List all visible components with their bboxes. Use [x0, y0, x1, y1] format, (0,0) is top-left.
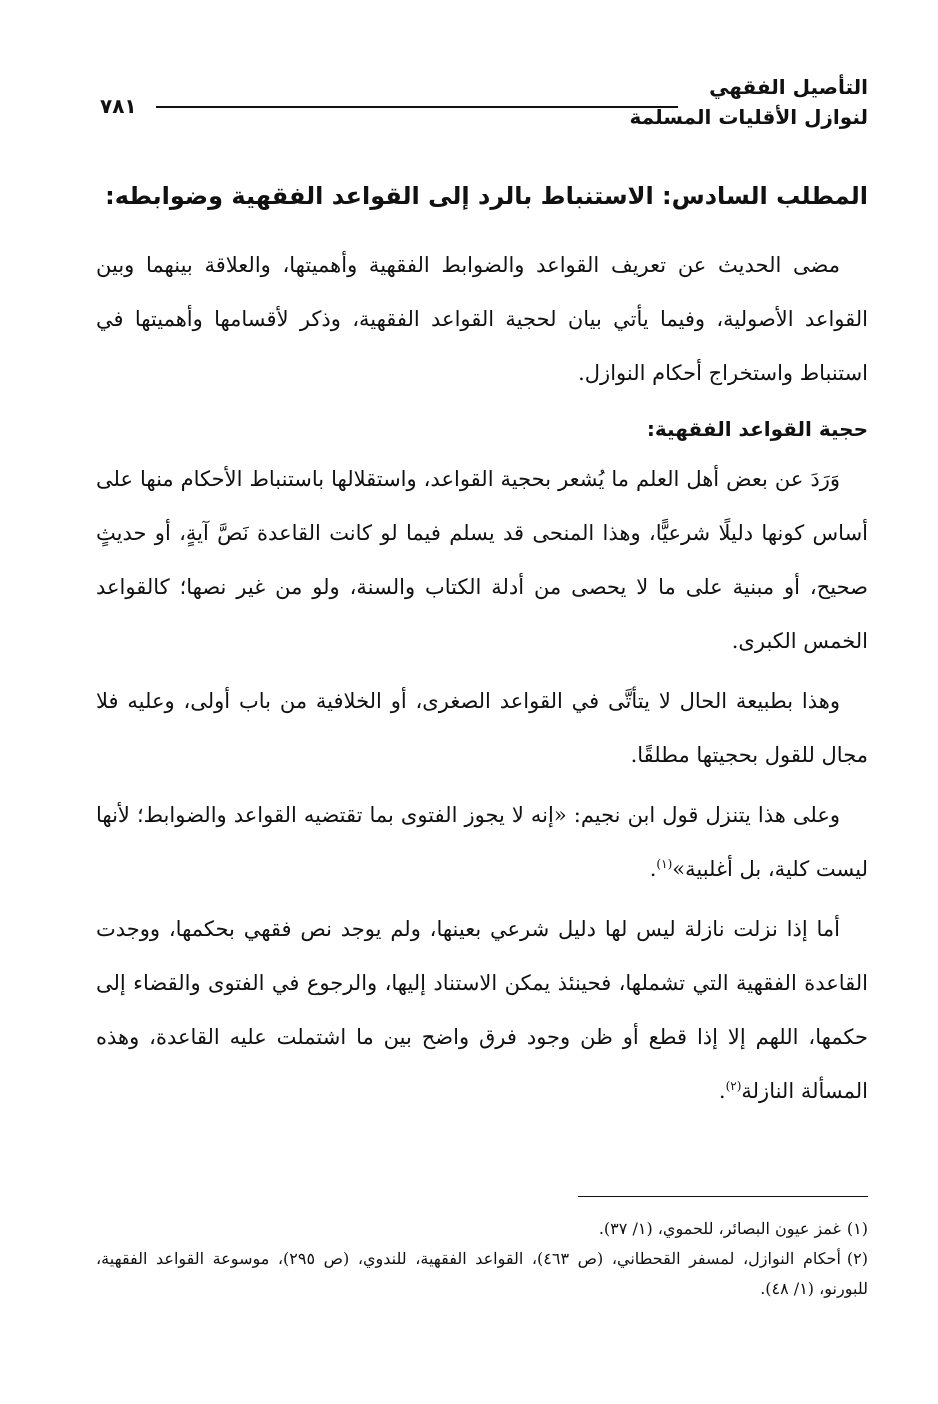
footnote-divider: [578, 1196, 868, 1197]
paragraph-3: [96, 788, 868, 896]
book-title: [630, 72, 868, 132]
footnote-text: غمز عيون البصائر، للحموي، (١/ ٣٧).: [598, 1219, 841, 1238]
footnote-ref-2[interactable]: (٢): [725, 1079, 742, 1093]
subheading: حجية القواعد الفقهية:: [646, 417, 868, 441]
book-title-line-1: التأصيل الفقهي: [709, 75, 868, 99]
footnote-1: [96, 1214, 868, 1244]
paragraph-3-text: وعلى هذا يتنزل قول ابن نجيم: «إنه لا يجوز الفتوى بما تقتضيه القواعد والضوابط؛ لأنها ليست كلية، بل أغلبية»: [96, 803, 868, 881]
paragraph-3-end: .: [649, 857, 657, 881]
paragraph-2: وهذا بطبيعة الحال لا يتأتَّى في القواعد الصغرى، أو الخلافية من باب أولى، وعليه فلا مجال للقول بحجيتها مطلقًا.: [96, 689, 868, 767]
section-heading: المطلب السادس: الاستنباط بالرد إلى القواعد الفقهية وضوابطه:: [105, 182, 868, 210]
book-title-line-2: لنوازل الأقليات المسلمة: [629, 105, 868, 129]
paragraph-4: [96, 902, 868, 1118]
paragraph-intro: مضى الحديث عن تعريف القواعد والضوابط الفقهية وأهميتها، والعلاقة بينهما وبين القواعد الأصولية، وفيما يأتي بيان لحجية القواعد الفقهية، وذكر لأقسامها وأهميتها في استنباط واستخراج أحكام النوازل.: [96, 253, 868, 385]
paragraph-4-text: أما إذا نزلت نازلة ليس لها دليل شرعي بعينها، ولم يوجد نص فقهي بحكمها، ووجدت القاعدة الفقهية التي تشملها، فحينئذ يمكن الاستناد إليها، والرجوع في الفتوى والقضاء إلى حكمها، اللهم إلا إذا قطع أو ظن وجود فرق واضح بين ما اشتملت عليه القاعدة، وهذه المسألة النازلة: [96, 917, 868, 1103]
footnotes: [96, 1214, 868, 1304]
header-rule: [156, 106, 678, 108]
footnote-ref-1[interactable]: (١): [656, 857, 673, 871]
paragraph-1: وَرَدَ عن بعض أهل العلم ما يُشعر بحجية القواعد، واستقلالها باستنباط الأحكام منها على أساس كونها دليلًا شرعيًّا، وهذا المنحى قد يسلم فيما لو كانت القاعدة نَصَّ آيةٍ، أو حديثٍ صحيح، أو مبنية على ما لا يحصى من أدلة الكتاب والسنة، ولو من غير نصها؛ كالقواعد الخمس الكبرى.: [96, 467, 868, 653]
footnote-2: [96, 1244, 868, 1304]
footnote-text: أحكام النوازل، لمسفر القحطاني، (ص ٤٦٣)، القواعد الفقهية، للندوي، (ص ٢٩٥)، موسوعة القواعد الفقهية، للبورنو، (١/ ٤٨).: [96, 1249, 868, 1298]
footnote-number: (٢): [846, 1249, 868, 1268]
paragraph-4-end: .: [718, 1079, 726, 1103]
running-header: [100, 72, 868, 142]
page-number: ٧٨١: [100, 94, 137, 118]
footnote-number: (١): [846, 1219, 868, 1238]
main-text: [96, 176, 868, 1124]
